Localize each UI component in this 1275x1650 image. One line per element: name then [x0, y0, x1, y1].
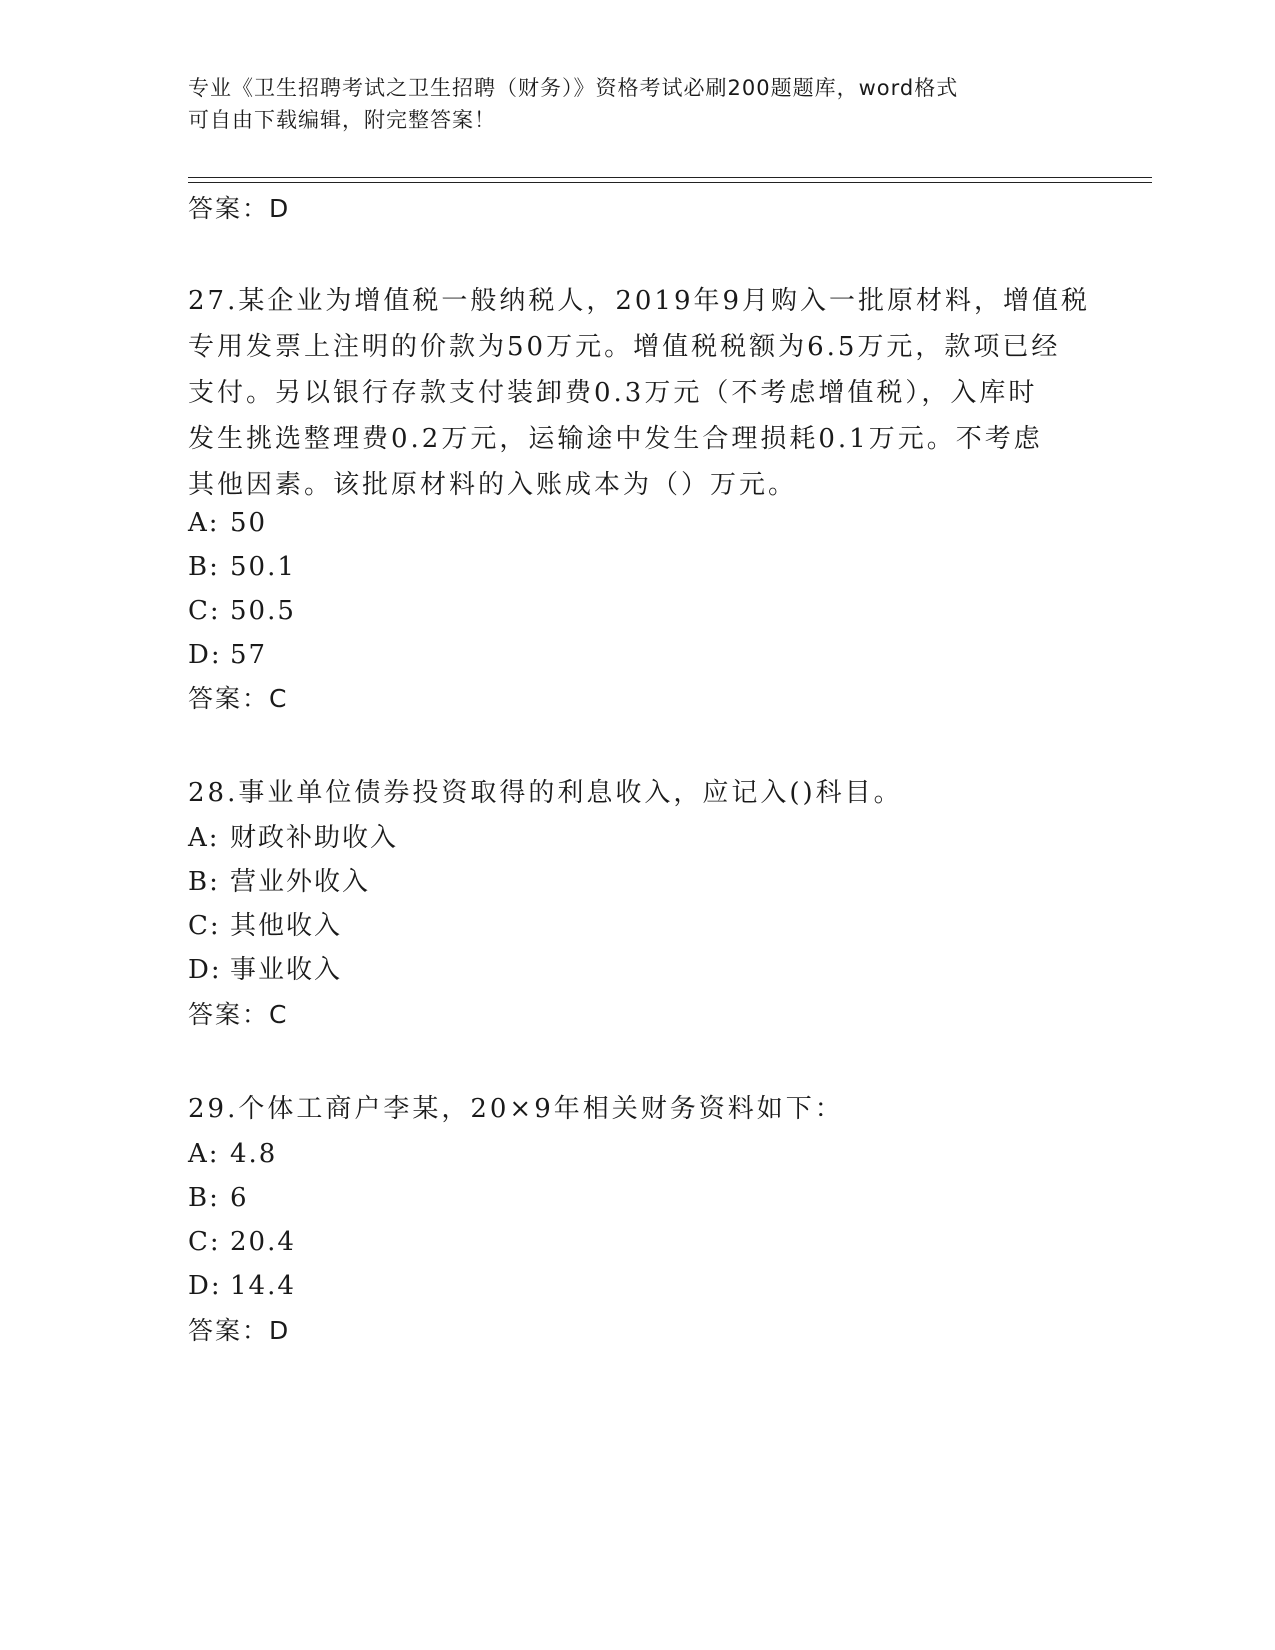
question-28-option-b — [188, 865, 370, 899]
question-29-answer: 答案：D — [188, 1316, 291, 1345]
option-text: 其他收入 — [230, 911, 343, 941]
stem-line: 27.某企业为增值税一般纳税人，2019年9月购入一批原材料，增值税 — [188, 286, 1091, 316]
option-label: C: — [188, 1227, 221, 1257]
question-27-option-b — [188, 550, 296, 584]
question-27-answer: 答案：C — [188, 684, 289, 713]
option-text: 50 — [230, 508, 268, 538]
question-29-option-a — [188, 1137, 277, 1171]
question-29-option-d — [188, 1269, 296, 1303]
header-line-1: 专业《卫生招聘考试之卫生招聘（财务）》资格考试必刷200题题库，word格式 — [188, 76, 959, 100]
stem-line: 发生挑选整理费0.2万元，运输途中发生合理损耗0.1万元。不考虑 — [188, 424, 1043, 454]
option-label: D: — [188, 955, 222, 985]
header-divider-top — [188, 177, 1152, 178]
stem-line: 29.个体工商户李某，20×9年相关财务资料如下： — [188, 1094, 844, 1124]
option-text: 57 — [230, 640, 268, 670]
stem-line: 其他因素。该批原材料的入账成本为（）万元。 — [188, 470, 798, 500]
question-27-stem — [188, 278, 1090, 508]
option-text: 营业外收入 — [230, 867, 371, 897]
option-label: A: — [188, 508, 220, 538]
question-28-option-a — [188, 821, 398, 855]
option-text: 事业收入 — [230, 955, 343, 985]
option-label: A: — [188, 823, 220, 853]
question-29-stem — [188, 1086, 844, 1132]
question-28-option-d — [188, 953, 342, 987]
option-label: D: — [188, 640, 222, 670]
option-text: 50.5 — [230, 596, 296, 626]
option-text: 20.4 — [230, 1227, 296, 1257]
option-text: 财政补助收入 — [230, 823, 399, 853]
question-27-option-c — [188, 594, 296, 628]
option-text: 6 — [230, 1183, 249, 1213]
option-label: C: — [188, 596, 221, 626]
option-text: 14.4 — [230, 1271, 296, 1301]
question-27-option-a — [188, 506, 267, 540]
option-label: B: — [188, 867, 220, 897]
question-28-answer: 答案：C — [188, 1000, 289, 1029]
previous-answer: 答案：D — [188, 194, 291, 223]
stem-line: 28.事业单位债券投资取得的利息收入，应记入()科目。 — [188, 778, 903, 808]
option-label: D: — [188, 1271, 222, 1301]
document-header — [188, 72, 1088, 136]
stem-line: 支付。另以银行存款支付装卸费0.3万元（不考虑增值税），入库时 — [188, 378, 1038, 408]
option-label: B: — [188, 1183, 220, 1213]
question-29-option-b — [188, 1181, 249, 1215]
option-label: A: — [188, 1139, 220, 1169]
option-label: B: — [188, 552, 220, 582]
header-divider-bottom — [188, 182, 1152, 183]
question-27-option-d — [188, 638, 267, 672]
option-text: 4.8 — [230, 1139, 278, 1169]
option-label: C: — [188, 911, 221, 941]
header-line-2: 可自由下载编辑，附完整答案！ — [188, 108, 496, 132]
stem-line: 专用发票上注明的价款为50万元。增值税税额为6.5万元，款项已经 — [188, 332, 1061, 362]
question-29-option-c — [188, 1225, 296, 1259]
option-text: 50.1 — [230, 552, 296, 582]
question-28-option-c — [188, 909, 342, 943]
question-28-stem — [188, 770, 903, 816]
